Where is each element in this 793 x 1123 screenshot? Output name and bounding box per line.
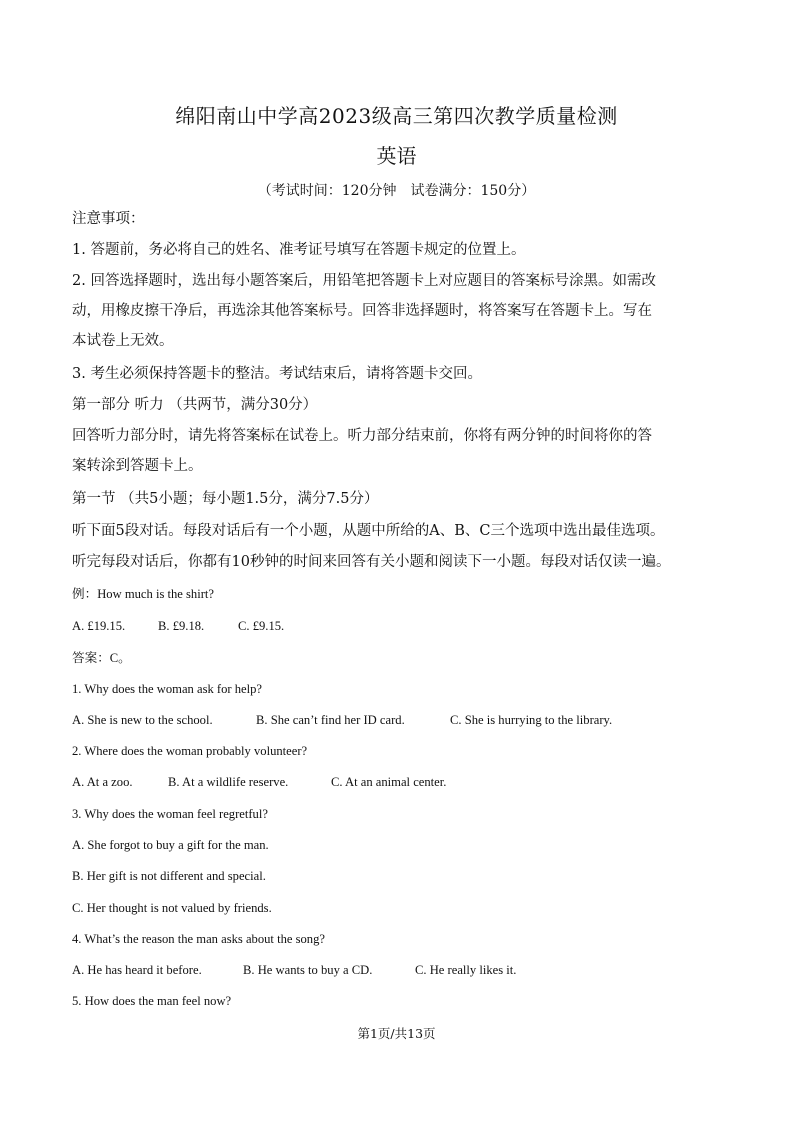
note-item-2-line-1: 2. 回答选择题时，选出每小题答案后，用铅笔把答题卡上对应题目的答案标号涂黑。如需改 bbox=[72, 273, 656, 289]
example-option-a: A. £19.15. bbox=[72, 619, 126, 633]
question-3-option-b: B. Her gift is not different and special. bbox=[72, 869, 266, 883]
question-1-option-c: C. She is hurrying to the library. bbox=[450, 713, 613, 727]
question-2-option-c: C. At an animal center. bbox=[331, 775, 447, 789]
section1-instruction-line-2: 听完每段对话后，你都有10秒钟的时间来回答有关小题和阅读下一小题。每段对话仅读一遍。 bbox=[72, 554, 671, 570]
question-1-options bbox=[72, 712, 732, 728]
question-2-stem: 2. Where does the woman probably volunteer? bbox=[72, 744, 308, 758]
question-3-option-a: A. She forgot to buy a gift for the man. bbox=[72, 838, 269, 852]
exam-info: （考试时间：120分钟 试卷满分：150分） bbox=[257, 183, 536, 199]
question-1-stem: 1. Why does the woman ask for help? bbox=[72, 682, 263, 696]
question-2-option-b: B. At a wildlife reserve. bbox=[168, 775, 289, 789]
question-4-option-b: B. He wants to buy a CD. bbox=[243, 963, 373, 977]
part1-heading: 第一部分 听力 （共两节，满分30分） bbox=[72, 397, 318, 413]
example-option-c: C. £9.15. bbox=[238, 619, 285, 633]
subject-title: 英语 bbox=[376, 144, 417, 168]
question-4-stem: 4. What’s the reason the man asks about the song? bbox=[72, 932, 325, 946]
section1-heading: 第一节 （共5小题；每小题1.5分，满分7.5分） bbox=[72, 491, 379, 507]
question-4-option-a: A. He has heard it before. bbox=[72, 963, 202, 977]
example-question: 例：How much is the shirt? bbox=[72, 587, 215, 601]
question-1-option-b: B. She can’t find her ID card. bbox=[256, 713, 405, 727]
question-1-option-a: A. She is new to the school. bbox=[72, 713, 213, 727]
question-2-option-a: A. At a zoo. bbox=[72, 775, 133, 789]
part1-instruction-line-1: 回答听力部分时，请先将答案标在试卷上。听力部分结束前，你将有两分钟的时间将你的答 bbox=[72, 428, 652, 444]
example-options bbox=[72, 618, 732, 634]
note-item-2-line-2: 动，用橡皮擦干净后，再选涂其他答案标号。回答非选择题时，将答案写在答题卡上。写在 bbox=[72, 303, 652, 319]
question-5-stem: 5. How does the man feel now? bbox=[72, 994, 232, 1008]
note-item-2-line-3: 本试卷上无效。 bbox=[72, 333, 174, 349]
exam-title: 绵阳南山中学高2023级高三第四次教学质量检测 bbox=[175, 104, 618, 128]
question-4-option-c: C. He really likes it. bbox=[415, 963, 517, 977]
notes-heading: 注意事项： bbox=[72, 211, 145, 227]
question-3-stem: 3. Why does the woman feel regretful? bbox=[72, 807, 268, 821]
question-3-option-c: C. Her thought is not valued by friends. bbox=[72, 901, 272, 915]
note-item-3: 3. 考生必须保持答题卡的整洁。考试结束后，请将答题卡交回。 bbox=[72, 366, 482, 382]
example-option-b: B. £9.18. bbox=[158, 619, 205, 633]
part1-instruction-line-2: 案转涂到答题卡上。 bbox=[72, 458, 203, 474]
question-4-options bbox=[72, 962, 732, 978]
example-answer: 答案：C。 bbox=[72, 651, 131, 665]
note-item-1: 1. 答题前，务必将自己的姓名、准考证号填写在答题卡规定的位置上。 bbox=[72, 242, 526, 258]
section1-instruction-line-1: 听下面5段对话。每段对话后有一个小题，从题中所给的A、B、C三个选项中选出最佳选项。 bbox=[72, 523, 665, 539]
question-2-options bbox=[72, 774, 732, 790]
page-footer: 第1页/共13页 bbox=[357, 1026, 436, 1041]
